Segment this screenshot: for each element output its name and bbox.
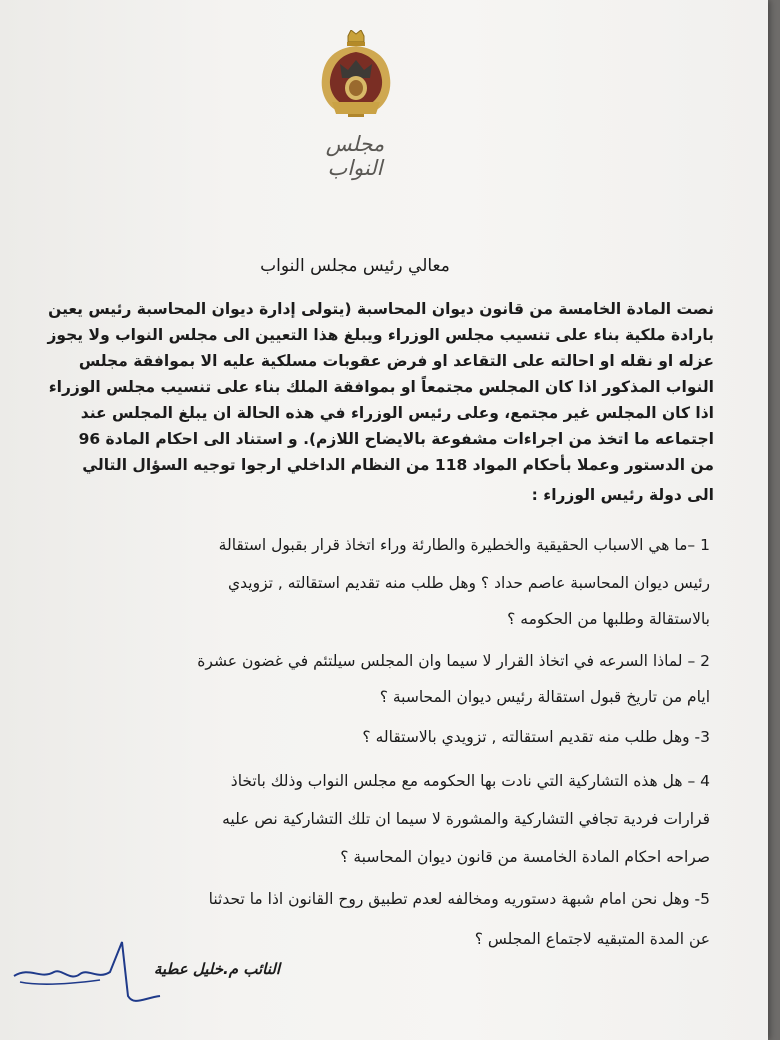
question-5-line: عن المدة المتبقيه لاجتماع المجلس ؟	[474, 930, 710, 948]
intro-line: عزله او نقله او احالته على التقاعد او فرض عقوبات مسلكية عليه الا بموافقة مجلس	[78, 352, 714, 370]
question-1-line: 1 –ما هي الاسباب الحقيقية والخطيرة والطارئة وراء اتخاذ قرار بقبول استقالة	[218, 536, 710, 554]
intro-line: اجتماعه ما اتخذ من اجراءات مشفوعة بالايضاح اللازم). و استناد الى احكام المادة 96	[78, 430, 714, 448]
intro-line: بارادة ملكية بناء على تنسيب مجلس الوزراء ويبلغ هذا التعيين الى مجلس النواب ولا يجوز	[47, 326, 714, 344]
intro-line: النواب المذكور اذا كان المجلس مجتمعاً او بموافقة الملك بناء على تنسيب مجلس الوزراء	[48, 378, 714, 396]
question-1-line: رئيس ديوان المحاسبة عاصم حداد ؟ وهل طلب منه تقديم استقالته , تزويدي	[228, 574, 710, 592]
signature-block	[10, 936, 280, 1016]
question-1-line: بالاستقالة وطلبها من الحكومه ؟	[507, 610, 710, 628]
question-2-line: ايام من تاريخ قبول استقالة رئيس ديوان المحاسبة ؟	[379, 688, 710, 706]
question-5-line: 5- وهل نحن امام شبهة دستوريه ومخالفه لعدم تطبيق روح القانون اذا ما تحدثنا	[208, 890, 710, 908]
intro-line: اذا كان المجلس غير مجتمع، وعلى رئيس الوزراء في هذه الحالة ان يبلغ المجلس عند	[80, 404, 714, 422]
signature-scribble-icon	[10, 936, 170, 1016]
intro-line: نصت المادة الخامسة من قانون ديوان المحاسبة (يتولى إدارة ديوان المحاسبة رئيس يعين	[48, 300, 714, 318]
question-4-line: قرارات فردية تجافي التشاركية والمشورة لا سيما ان تلك التشاركية نص عليه	[222, 810, 710, 828]
signatory-name: النائب م.خليل عطية	[153, 960, 280, 978]
salutation: معالي رئيس مجلس النواب	[260, 256, 450, 276]
intro-line: الى دولة رئيس الوزراء :	[531, 486, 714, 504]
question-3-line: 3- وهل طلب منه تقديم استقالته , تزويدي بالاستقاله ؟	[362, 728, 710, 746]
coat-of-arms-icon	[318, 30, 394, 118]
question-4-line: 4 – هل هذه التشاركية التي نادت بها الحكومه مع مجلس النواب وذلك باتخاذ	[230, 772, 710, 790]
intro-line: من الدستور وعملا بأحكام المواد 118 من النظام الداخلي ارجوا توجيه السؤال التالي	[82, 456, 714, 474]
question-4-line: صراحه احكام المادة الخامسة من قانون ديوان المحاسبة ؟	[340, 848, 710, 866]
institution-name: مجلس النواب	[325, 132, 385, 180]
question-2-line: 2 – لماذا السرعه في اتخاذ القرار لا سيما وان المجلس سيلتئم في غضون عشرة	[197, 652, 710, 670]
